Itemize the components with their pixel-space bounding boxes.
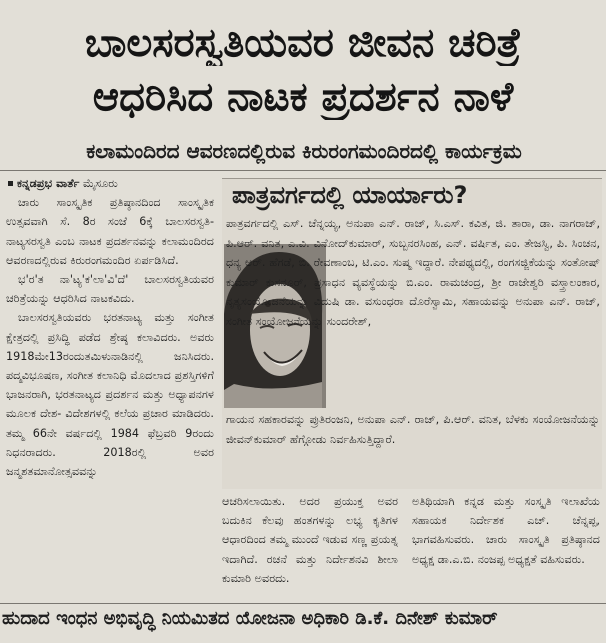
headline-line-1: ಬಾಲಸರಸ್ವತಿಯವರ ಜೀವನ ಚರಿತ್ರೆ (84, 20, 522, 66)
bottom-headline: ಹುದಾದ ಇಂಧನ ಅಭಿವೃದ್ಧಿ ನಿಯಮಿತದ ಯೋಜನಾ ಅಧಿಕಾರಿ ಡಿ.ಕೆ. ದಿನೇಶ್ ಕುಮಾರ್ (2, 608, 498, 629)
left-paragraph-1: ಚಾರು ಸಾಂಸ್ಕೃತಿಕ ಪ್ರತಿಷ್ಠಾನದಿಂದ ಸಾಂಸ್ಕೃತಿಕ ಉತ್ಸವವಾಗಿ ಸೆ. 8ರ ಸಂಜೆ 6ಕ್ಕೆ ಬಾಲಸರಸ್ವತಿ- ನಾಟ್ಯಸರಸ್ವತಿ ಎಂಬ ನಾಟಕ ಪ್ರದರ್ಶನವನ್ನು ಕಲಾಮಂದಿರದ ಆವರಣದಲ್ಲಿರುವ ಕಿರುರಂಗಮಂದಿರ ಏರ್ಪಡಿಸಿದೆ. (6, 196, 214, 267)
right-column: ಅತಿಥಿಯಾಗಿ ಕನ್ನಡ ಮತ್ತು ಸಂಸ್ಕೃತಿ ಇಲಾಖೆಯ ಸಹಾಯಕ ನಿರ್ದೇಶಕ ಎಚ್. ಚೆನ್ನಪ್ಪ, ಭಾಗವಹಿಸುವರು. ಚಾರು ಸಾಂಸ್ಕೃತಿ ಪ್ರತಿಷ್ಠಾನದ ಅಧ್ಯಕ್ಷ ಡಾ.ಎ.ಬಿ. ನಂಜಪ್ಪ ಅಧ್ಯಕ್ಷತೆ ವಹಿಸುವರು. (412, 495, 600, 566)
dateline: ಮೈಸೂರು (82, 177, 118, 190)
cast-box-title: ಪಾತ್ರವರ್ಗದಲ್ಲಿ ಯಾರ್ಯಾರು? (232, 181, 468, 209)
left-paragraph-3: ಬಾಲಸರಸ್ವತಿಯವರು ಭರತನಾಟ್ಯ ಮತ್ತು ಸಂಗೀತ ಕ್ಷೇತ್ರದಲ್ಲಿ ಪ್ರಸಿದ್ಧಿ ಪಡೆದ ಶ್ರೇಷ್ಠ ಕಲಾವಿದರು. ಅವರು 1918ಮೇ13ರಂದುತಮಿಳುನಾಡಿನಲ್ಲಿ ಜನಿಸಿದರು. ಪದ್ಮವಿಭೂಷಣ, ಸಂಗೀತ ಕಲಾನಿಧಿ ಮೊದಲಾದ ಪ್ರಶಸ್ತಿಗಳಿಗೆ ಭಾಜನರಾಗಿ, ಭರತನಾಟ್ಯದ ಪ್ರದರ್ಶನ ಮತ್ತು ಅಧ್ಯಾಪನಗಳ ಮೂಲಕ ದೇಶ- ವಿದೇಶಗಳಲ್ಲಿ ಕಲೆಯ ಪ್ರಚಾರ ಮಾಡಿದರು. ತಮ್ಮ 66ನೇ ವರ್ಷದಲ್ಲಿ 1984 ಫೆಬ್ರವರಿ 9ರಂದು ನಿಧನರಾದರು. 2018ರಲ್ಲಿ ಅವರ ಜನ್ಮಶತಮಾನೋತ್ಸವವನ್ನು (6, 311, 214, 479)
middle-column: ಆಚರಿಸಲಾಯಿತು. ಅದರ ಪ್ರಯುಕ್ತ ಅವರ ಬದುಕಿನ ಕೆಲವು ಹಂತಗಳನ್ನು ಲಭ್ಯ ಕೃತಿಗಳ ಆಧಾರದಿಂದ ತಮ್ಮ ಮುಂದೆ ಇಡುವ ಸಣ್ಣ ಪ್ರಯತ್ನ ಇದಾಗಿದೆ. ರಚನೆ ಮತ್ತು ನಿರ್ದೇಶನವಿ ಶೀಲಾ ಕುಮಾರಿ ಅವರದು. (222, 495, 398, 585)
left-paragraph-2: ಭ'ರ'ತ ನಾ'ಟ್ಯ'ಕ'ಲಾ'ವಿ'ದೆ' ಬಾಲಸರಸ್ವತಿಯವರ ಚರಿತ್ರೆಯನ್ನು ಆಧರಿಸಿದ ನಾಟಕವಿದು. (6, 273, 214, 306)
headline-line-2: ಆಧರಿಸಿದ ನಾಟಕ ಪ್ರದರ್ಶನ ನಾಳೆ (92, 74, 514, 120)
divider (0, 170, 606, 171)
cast-text: ಪಾತ್ರವರ್ಗದಲ್ಲಿ ಎಸ್. ಚೆನ್ನಯ್ಯ, ಅನುಪಾ ಎನ್. ರಾಜ್, ಸಿ.ಎಸ್. ಕವಿತ, ಜಿ. ತಾರಾ, ಡಾ. ನಾಗರಾಜ್, ಪಿ.ಆರ್. ವನಿತ, ಎ.ವಿ. ವಿನೋದ್‌ಕುಮಾರ್, ಸುಬ್ಬನರಸಿಂಹ, ಎನ್. ವರ್ಷಿತ, ಎಂ. ತೇಜಸ್ವಿ, ಪಿ. ಸಿಂಚನ, ಧನ್ಯ ಆರ್. ಹೆಗಡೆ, ಬಿ. ರೇವಣಾಂಬ, ಟಿ.ಎಂ. ಸುಷ್ಮ ಇದ್ದಾರೆ. ನೇಪಥ್ಯದಲ್ಲಿ, ರಂಗಸಜ್ಜಿಕೆಯನ್ನು ಸಂತೋಷ್ ಕುಮಾರ್ ಕುಸನೂರ್, ಪ್ರಸಾಧನ ವ್ಯವಸ್ಥೆಯನ್ನು ಬಿ.ಎಂ. ರಾಮಚಂದ್ರ, ಶ್ರೀ ರಾಜೇಶ್ವರಿ ವಸ್ತ್ರಾಲಂಕಾರ, ನೃತ್ಯಸಂಯೋಜನೆಯನ್ನು ವಿದುಷಿ ಡಾ. ವಸುಂಧರಾ ದೊರೆಸ್ವಾಮಿ, ಸಹಾಯವನ್ನು ಅನುಪಾ ಎನ್. ರಾಜ್, ಸಂಗೀತ ಸಂಯೋಜನೆಯನ್ನು ಸುಂದರೇಶ್, (226, 217, 600, 328)
cast-text-continued: ಗಾಯನ ಸಹಕಾರವನ್ನು ಪ್ರುತಿರಂಜನಿ, ಅನುಪಾ ಎನ್. ರಾಜ್, ಪಿ.ಆರ್. ವನಿತ, ಬೆಳಕು ಸಂಯೋಜನೆಯನ್ನು ಜೀವನ್‌ಕುಮಾರ್ ಹೆಗ್ಗೋಡು ನಿರ್ವಹಿಸುತ್ತಿದ್ದಾರೆ. (226, 413, 600, 446)
byline-paragraph (6, 174, 214, 193)
left-column (6, 174, 214, 602)
subheadline: ಕಲಾಮಂದಿರದ ಆವರಣದಲ್ಲಿರುವ ಕಿರುರಂಗಮಂದಿರದಲ್ಲಿ ಕಾರ್ಯಕ್ರಮ (86, 139, 522, 163)
bullet-icon (8, 181, 13, 186)
byline: ಕನ್ನಡಪ್ರಭ ವಾರ್ತೆ (17, 177, 80, 190)
